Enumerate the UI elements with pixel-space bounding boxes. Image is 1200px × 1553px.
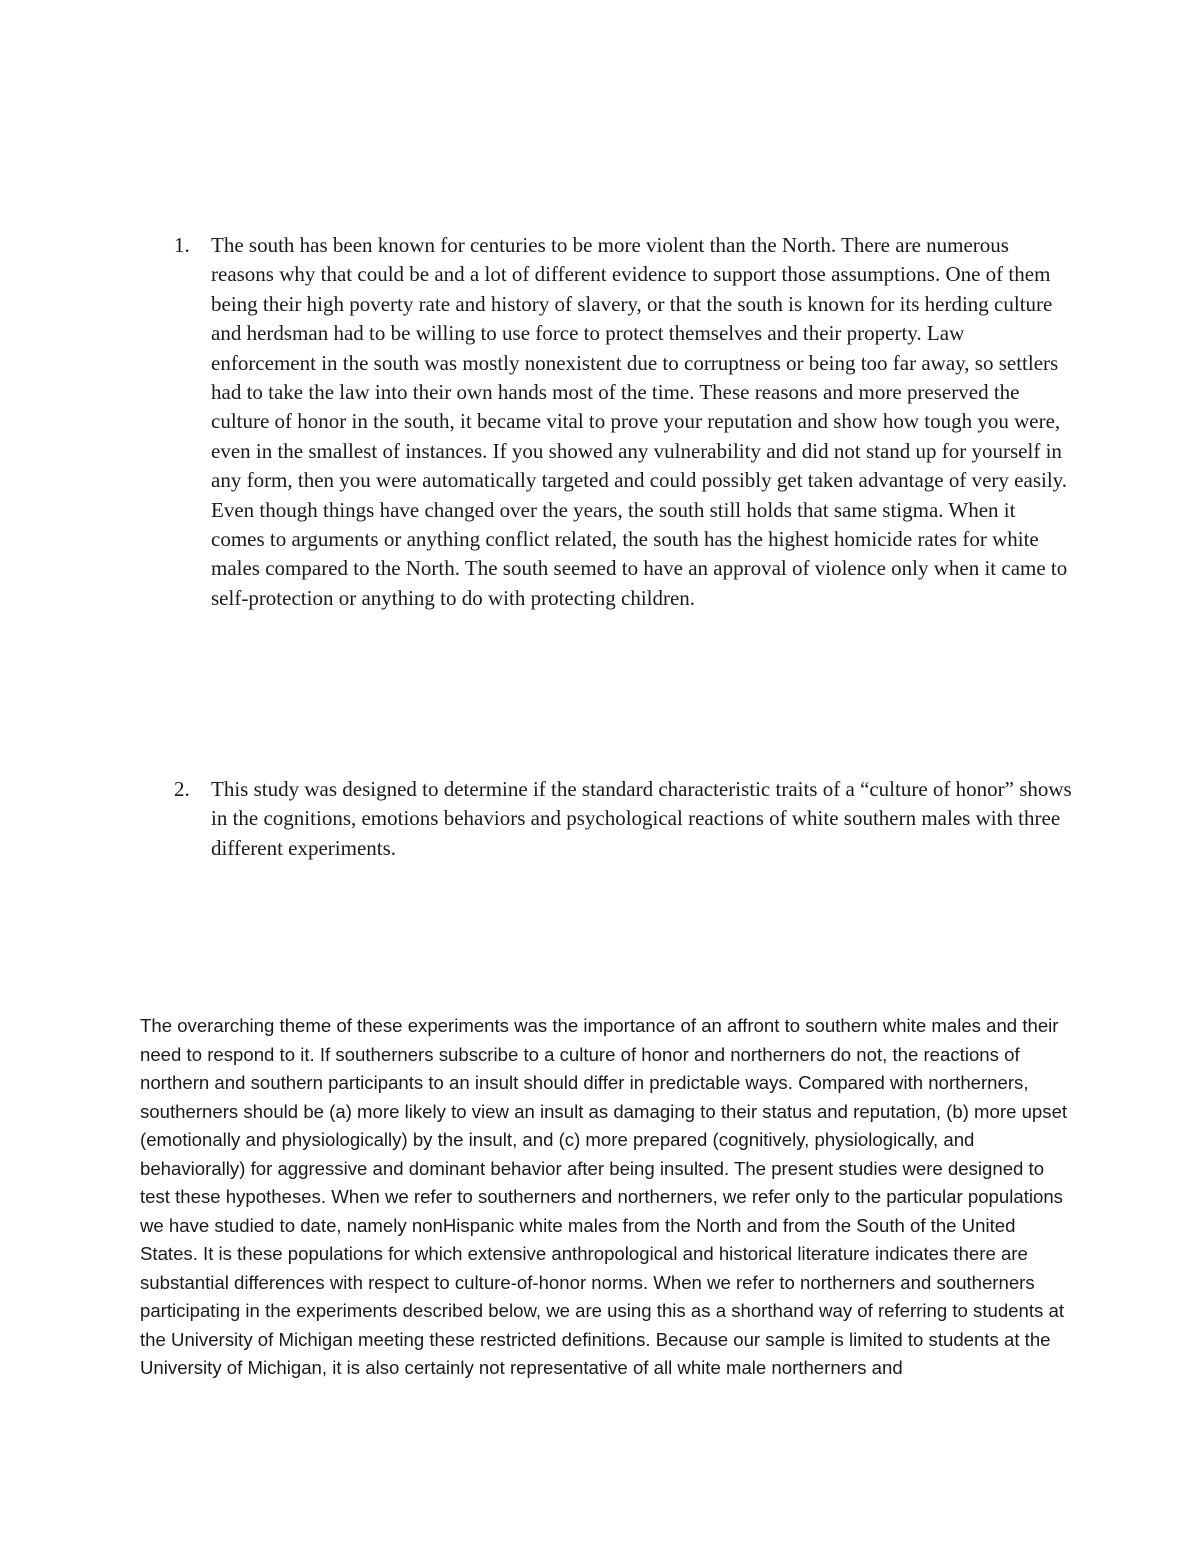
closing-paragraph: The overarching theme of these experiments was the importance of an affront to southern white males and their need to respond to it. If southerners subscribe to a culture of honor and northerners do not, the reactions of northern and southern participants to an insult should differ in predictable ways. Compared with northerners, southerners should be (a) more likely to view an insult as damaging to their status and reputation, (b) more upset (emotionally and physiologically) by the insult, and (c) more prepared (cognitively, physiologically, and behaviorally) for aggressive and dominant behavior after being insulted. The present studies were designed to test these hypotheses. When we refer to southerners and northerners, we refer only to the particular populations we have studied to date, namely nonHispanic white males from the North and from the South of the United States. It is these populations for which extensive anthropological and historical literature indicates there are substantial differences with respect to culture-of-honor norms. When we refer to northerners and southerners participating in the experiments described below, we are using this as a shorthand way of referring to students at the University of Michigan meeting these restricted definitions. Because our sample is limited to students at the University of Michigan, it is also certainly not representative of all white male northerners and: [140, 1015, 1068, 1378]
list-item-2: [174, 775, 1074, 863]
list-item-text: The south has been known for centuries to be more violent than the North. There are numerous reasons why that could be and a lot of different evidence to support those assumptions. One of them being their high poverty rate and history of slavery, or that the south is known for its herding culture and herdsman had to be willing to use force to protect themselves and their property. Law enforcement in the south was mostly nonexistent due to corruptness or being too far away, so settlers had to take the law into their own hands most of the time. These reasons and more preserved the culture of honor in the south, it became vital to prove your reputation and show how tough you were, even in the smallest of instances. If you showed any vulnerability and did not stand up for yourself in any form, then you were automatically targeted and could possibly get taken advantage of very easily. Even though things have changed over the years, the south still holds that same stigma. When it comes to arguments or anything conflict related, the south has the highest homicide rates for white males compared to the North. The south seemed to have an approval of violence only when it came to self-protection or anything to do with protecting children.: [211, 233, 1068, 610]
list-item-number: 2.: [174, 777, 190, 801]
list-item-number: 1.: [174, 233, 190, 257]
list-item-1: [174, 231, 1074, 613]
list-item-text: This study was designed to determine if the standard characteristic traits of a “culture of honor” shows in the cognitions, emotions behaviors and psychological reactions of white southern males with three different experiments.: [211, 777, 1072, 860]
